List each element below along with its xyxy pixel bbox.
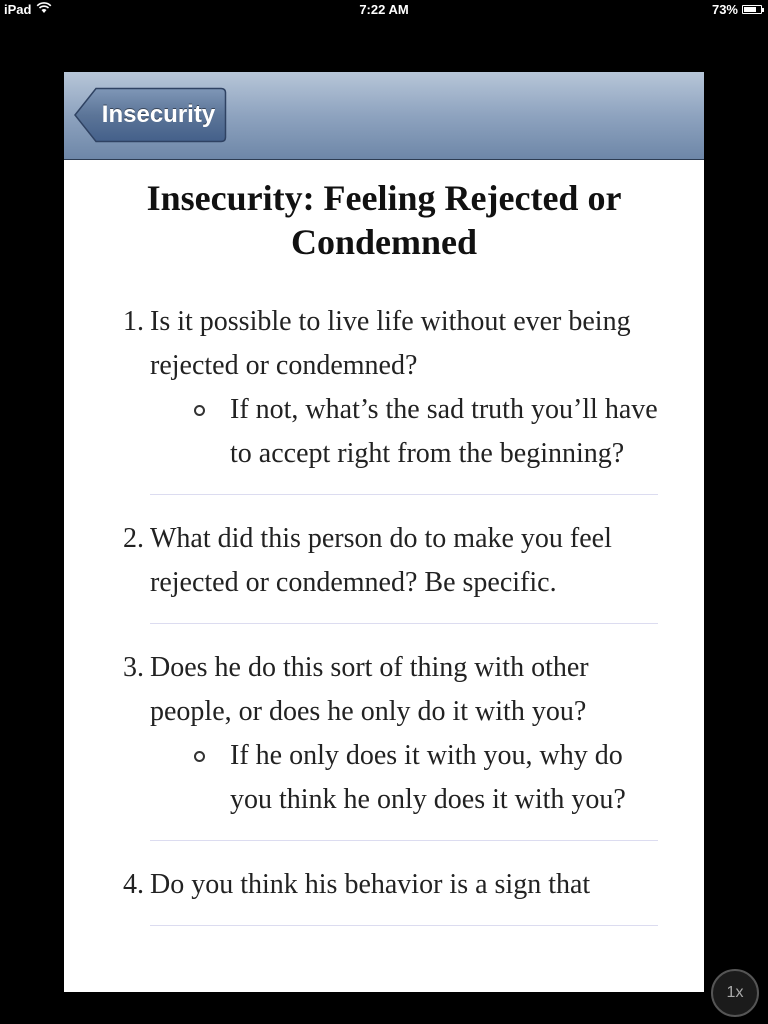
question-number: 4. [123,869,144,900]
question-text: Is it possible to live life without ever being rejected or condemned? [150,306,631,381]
question-number: 3. [123,652,144,683]
sub-question [230,734,658,822]
circle-bullet-icon [194,405,205,416]
battery-icon [742,5,762,14]
status-time: 7:22 AM [359,2,409,17]
back-button-label: Insecurity [101,101,216,128]
question-text: Does he do this sort of thing with other people, or does he only do it with you? [150,652,589,727]
question-item-2 [123,517,658,624]
sub-question-list [150,734,658,822]
question-list [64,300,704,926]
question-text: What did this person do to make you feel rejected or condemned? Be specific. [150,523,612,598]
question-number: 1. [123,306,144,337]
page-title: Insecurity: Feeling Rejected or Condemned [146,178,622,262]
question-item-3 [123,646,658,841]
device-name: iPad [4,2,32,17]
circle-bullet-icon [194,751,205,762]
sub-question [230,388,658,476]
app-window [64,72,704,992]
question-item-1 [123,300,658,495]
sub-question-text: If not, what’s the sad truth you’ll have to accept right from the beginning? [230,394,658,469]
back-button[interactable] [74,87,227,143]
navigation-bar [64,72,704,160]
status-bar [0,0,768,20]
question-number: 2. [123,523,144,554]
zoom-toggle-button[interactable]: 1x [711,969,759,1017]
question-text: Do you think his behavior is a sign that [150,869,591,900]
sub-question-list [150,388,658,476]
article-content [64,160,704,992]
question-item-4 [123,863,658,926]
status-right [712,2,762,17]
battery-percent: 73% [711,2,738,17]
battery-level [744,7,756,12]
sub-question-text: If he only does it with you, why do you think he only does it with you? [230,740,626,815]
